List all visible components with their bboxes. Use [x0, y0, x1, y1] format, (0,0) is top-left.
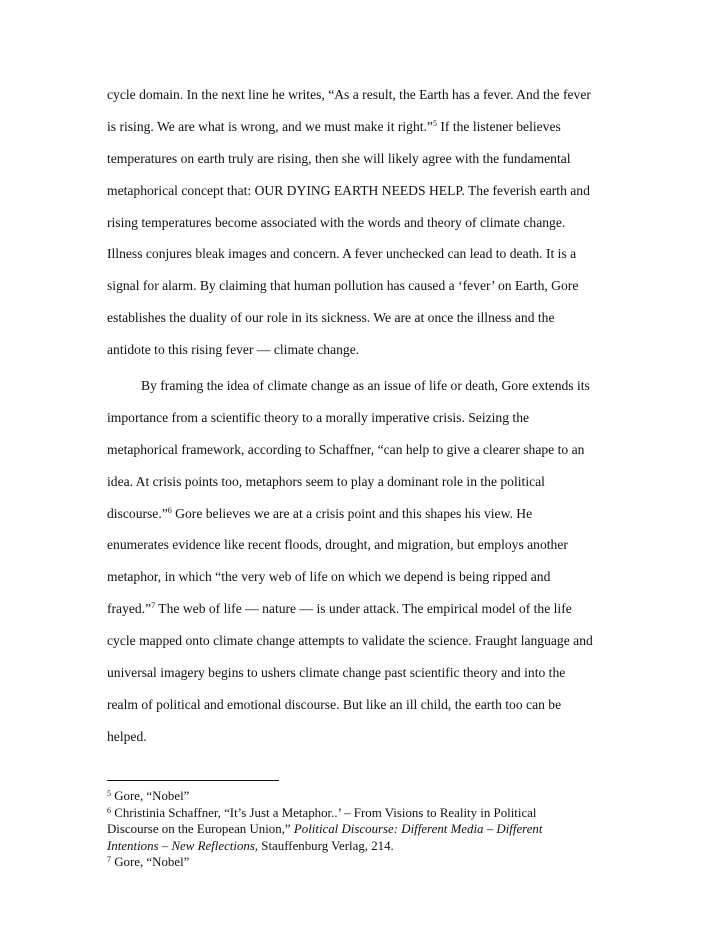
text-line: antidote to this rising fever — climate change.: [107, 342, 360, 358]
footnotes: [107, 788, 607, 871]
text-line: metaphorical framework, according to Schaffner, “can help to give a clearer shape to an: [107, 441, 585, 457]
footnote-6: $^6$ Christinia Schaffner, “It’s Just a Metaphor..’ – From Visions to Reality in Political: [107, 805, 537, 820]
text-line: discourse.”$^6$ Gore believes we are at a crisis point and this shapes his view. He: [107, 505, 533, 521]
paragraph-2: [107, 376, 632, 759]
text-line: idea. At crisis points too, metaphors seem to play a dominant role in the political: [107, 473, 545, 489]
text-line: is rising. We are what is wrong, and we must make it right.”$^5$ If the listener believes: [107, 118, 561, 134]
text-line: By framing the idea of climate change as an issue of life or death, Gore extends its: [141, 378, 590, 394]
text-line: importance from a scientific theory to a morally imperative crisis. Seizing the: [107, 409, 530, 425]
text-line: Illness conjures bleak images and concern. A fever unchecked can lead to death. It is a: [107, 246, 577, 262]
footnote-ref: 6: [167, 505, 172, 515]
text-line: cycle mapped onto climate change attempts to validate the science. Fraught language and: [107, 633, 593, 649]
text-line: realm of political and emotional discourse. But like an ill child, the earth too can be: [107, 696, 562, 712]
body-text: [107, 85, 632, 759]
text-line: cycle domain. In the next line he writes, “As a result, the Earth has a fever. And the fever: [107, 87, 591, 102]
text-line: enumerates evidence like recent floods, drought, and migration, but employs another: [107, 537, 568, 553]
text-line: temperatures on earth truly are rising, then she will likely agree with the fundamental: [107, 150, 571, 166]
text-line: universal imagery begins to ushers climate change past scientific theory and into the: [107, 665, 566, 681]
text-line: rising temperatures become associated with the words and theory of climate change.: [107, 214, 566, 230]
footnote-5: $^5$ Gore, “Nobel”: [107, 789, 190, 803]
footnote-ref: 7: [151, 601, 156, 611]
footnote-7: $^7$ Gore, “Nobel”: [107, 855, 190, 870]
footnote-6-cont: Discourse on the European Union,” Political Discourse: Different Media – Different: [107, 822, 543, 837]
footnote-6-cont-2: Intentions – New Reflections, Stauffenburg Verlag, 214.: [107, 838, 394, 853]
footnote-ref: 5: [432, 118, 437, 128]
footnote-separator: [107, 780, 279, 781]
text-line: metaphor, in which “the very web of life on which we depend is being ripped and: [107, 569, 551, 585]
text-line: helped.: [107, 728, 147, 744]
text-line: signal for alarm. By claiming that human pollution has caused a ‘fever’ on Earth, Gore: [107, 278, 579, 294]
text-line: establishes the duality of our role in its sickness. We are at once the illness and the: [107, 310, 555, 326]
text-line: metaphorical concept that: OUR DYING EARTH NEEDS HELP. The feverish earth and: [107, 182, 590, 198]
text-line: frayed.”$^7$ The web of life — nature — is under attack. The empirical model of the life: [107, 601, 572, 617]
paragraph-1: [107, 85, 632, 372]
